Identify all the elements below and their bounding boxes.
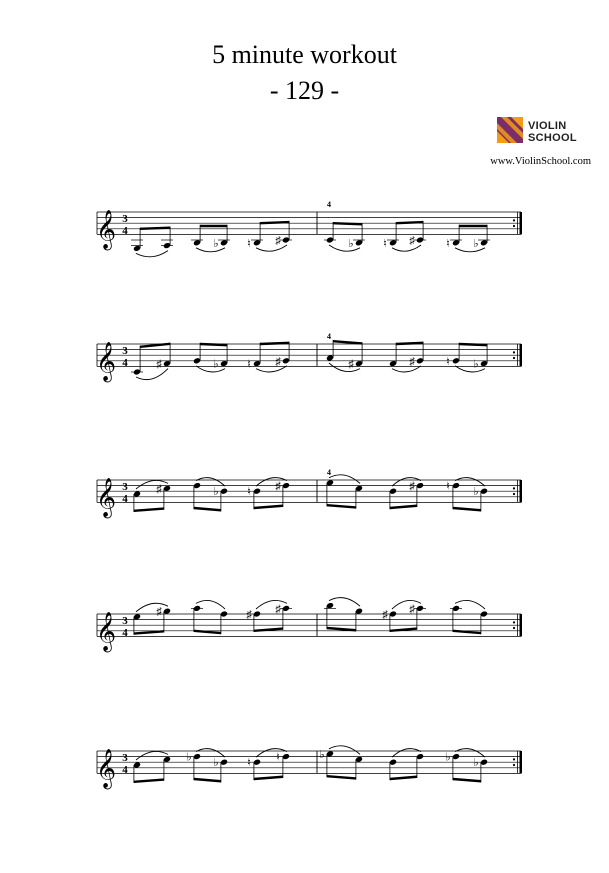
treble-clef-icon: 𝄞 [95,613,117,651]
natural-accidental: ♮ [247,486,251,499]
slur [329,363,360,372]
repeat-dot [513,621,515,623]
beamed-eighth-pair [186,749,228,783]
sharp-accidental: ♯ [275,235,281,247]
slur [329,746,360,755]
slur [136,251,168,257]
slur [392,478,421,487]
repeat-thick-line [520,212,523,234]
staff-system [96,200,522,257]
flat-accidental: ♭ [445,751,451,764]
slur [329,245,360,251]
slur [392,749,421,758]
beamed-eighth-pair [383,221,426,251]
sharp-accidental: ♯ [275,603,281,616]
beam [260,342,289,346]
sharp-accidental: ♯ [275,480,281,493]
beam [140,343,170,348]
beam [134,778,164,783]
sharp-accidental: ♯ [156,606,162,619]
repeat-dot [513,764,515,766]
beamed-eighth-pair [450,600,488,634]
time-signature-bottom: 4 [122,626,128,639]
beam [327,775,356,780]
logo-line-1: VIOLIN [528,120,567,132]
slur [196,478,225,487]
beamed-eighth-pair [133,751,171,783]
beam [200,343,227,347]
slur [136,751,168,760]
beam [459,343,487,347]
measure-number: 4 [327,200,331,209]
beam [260,221,289,225]
beam [453,778,481,783]
natural-accidental: ♮ [446,237,450,250]
repeat-dot [513,627,515,629]
beamed-eighth-pair [324,598,363,632]
slur [392,245,421,251]
repeat-dot [513,758,515,760]
beamed-eighth-pair [191,600,228,634]
flat-accidental: ♭ [473,237,479,250]
beam [200,225,227,227]
natural-accidental: ♮ [247,358,251,371]
beamed-eighth-pair [389,342,424,372]
beam [194,630,221,635]
slur [329,598,360,607]
beam [390,776,417,781]
beamed-eighth-pair [324,222,365,251]
beamed-eighth-pair [247,221,292,251]
beam [453,507,481,512]
treble-clef-icon: 𝄞 [95,343,117,381]
time-signature-bottom: 4 [122,763,128,776]
slur [136,369,168,380]
treble-clef-icon: 𝄞 [95,479,117,517]
slur [455,600,485,609]
beam [459,225,487,227]
staff-system [96,332,522,382]
beam [194,778,221,783]
sharp-accidental: ♯ [409,355,415,368]
slur [256,749,287,758]
slur [256,478,287,487]
beamed-eighth-pair [446,478,488,512]
natural-accidental: ♮ [446,480,450,493]
time-signature-top: 3 [122,615,128,628]
beamed-eighth-pair [133,480,171,512]
beamed-eighth-pair [247,749,290,781]
beamed-eighth-pair [247,478,290,510]
sharp-accidental: ♯ [409,480,415,493]
sharp-accidental: ♯ [409,603,415,616]
time-signature-top: 3 [122,213,128,226]
repeat-thick-line [520,344,523,366]
sharp-accidental: ♯ [409,235,415,247]
flat-accidental: ♭ [186,751,192,764]
beamed-eighth-pair [131,226,173,256]
repeat-thick-line [520,480,523,502]
treble-clef-icon: 𝄞 [95,211,117,249]
natural-accidental: ♮ [247,237,251,250]
beam [254,627,283,632]
repeat-dot [513,487,515,489]
flat-accidental: ♭ [319,748,325,761]
repeat-thick-line [520,751,523,773]
staff-system [96,598,522,653]
beam [254,505,283,510]
flat-accidental: ♭ [348,237,354,250]
beam [390,505,417,510]
slur [196,248,225,252]
natural-accidental: ♮ [383,237,387,250]
flat-accidental: ♭ [473,486,479,499]
staff-system [96,468,522,518]
slur [256,600,287,609]
flat-accidental: ♭ [473,358,479,371]
beamed-eighth-pair [326,340,363,372]
sharp-accidental: ♯ [156,483,162,496]
time-signature-bottom: 4 [122,492,128,505]
time-signature-top: 3 [122,481,128,494]
measure-number: 4 [327,468,331,477]
repeat-dot [513,219,515,221]
time-signature-bottom: 4 [122,356,128,369]
sharp-accidental: ♯ [246,609,252,621]
slur [256,245,287,251]
measure-number: 4 [327,332,331,341]
beamed-eighth-pair [246,600,292,632]
time-signature-top: 3 [122,752,128,765]
slur [196,749,225,758]
beam [453,630,481,635]
page-title: 5 minute workout [212,40,397,69]
flat-accidental: ♭ [473,757,479,770]
flat-accidental: ♭ [213,237,219,250]
repeat-dot [513,493,515,495]
slur [136,603,168,612]
natural-accidental: ♮ [276,751,280,764]
flat-accidental: ♭ [213,486,219,499]
repeat-dot [513,357,515,359]
time-signature-top: 3 [122,345,128,358]
beamed-eighth-pair [247,342,290,372]
natural-accidental: ♮ [247,757,251,770]
repeat-thick-line [520,614,523,636]
beamed-eighth-pair [389,478,424,510]
beam [140,226,170,230]
beam [134,507,164,512]
natural-accidental: ♮ [446,355,450,368]
beam [327,504,356,509]
sharp-accidental: ♯ [156,358,162,371]
beamed-eighth-pair [133,603,171,635]
beam [390,627,417,632]
beam [254,776,283,781]
sharp-accidental: ♯ [275,355,281,368]
slur [136,480,168,489]
sharp-accidental: ♯ [382,609,388,621]
beamed-eighth-pair [389,749,424,781]
flat-accidental: ♭ [213,757,219,770]
slur [392,600,421,609]
beamed-eighth-pair [193,343,228,372]
website-url: www.ViolinSchool.com [490,156,591,167]
slur [455,478,485,487]
beamed-eighth-pair [382,600,426,632]
time-signature-bottom: 4 [122,224,128,237]
beam [396,221,423,225]
repeat-dot [513,225,515,227]
slur [329,475,360,484]
slur [455,248,485,252]
slur [196,600,225,609]
sharp-accidental: ♯ [348,358,354,371]
beam [396,342,423,346]
beamed-eighth-pair [445,749,488,783]
beam [194,507,221,512]
treble-clef-icon: 𝄞 [95,750,117,788]
logo-line-2: SCHOOL [528,132,577,144]
beam [333,222,362,226]
beamed-eighth-pair [193,478,228,512]
flat-accidental: ♭ [213,358,219,371]
exercise-number: - 129 - [269,76,340,105]
staff-system [96,746,522,790]
beamed-eighth-pair [446,343,488,372]
repeat-dot [513,351,515,353]
slur [455,749,485,758]
